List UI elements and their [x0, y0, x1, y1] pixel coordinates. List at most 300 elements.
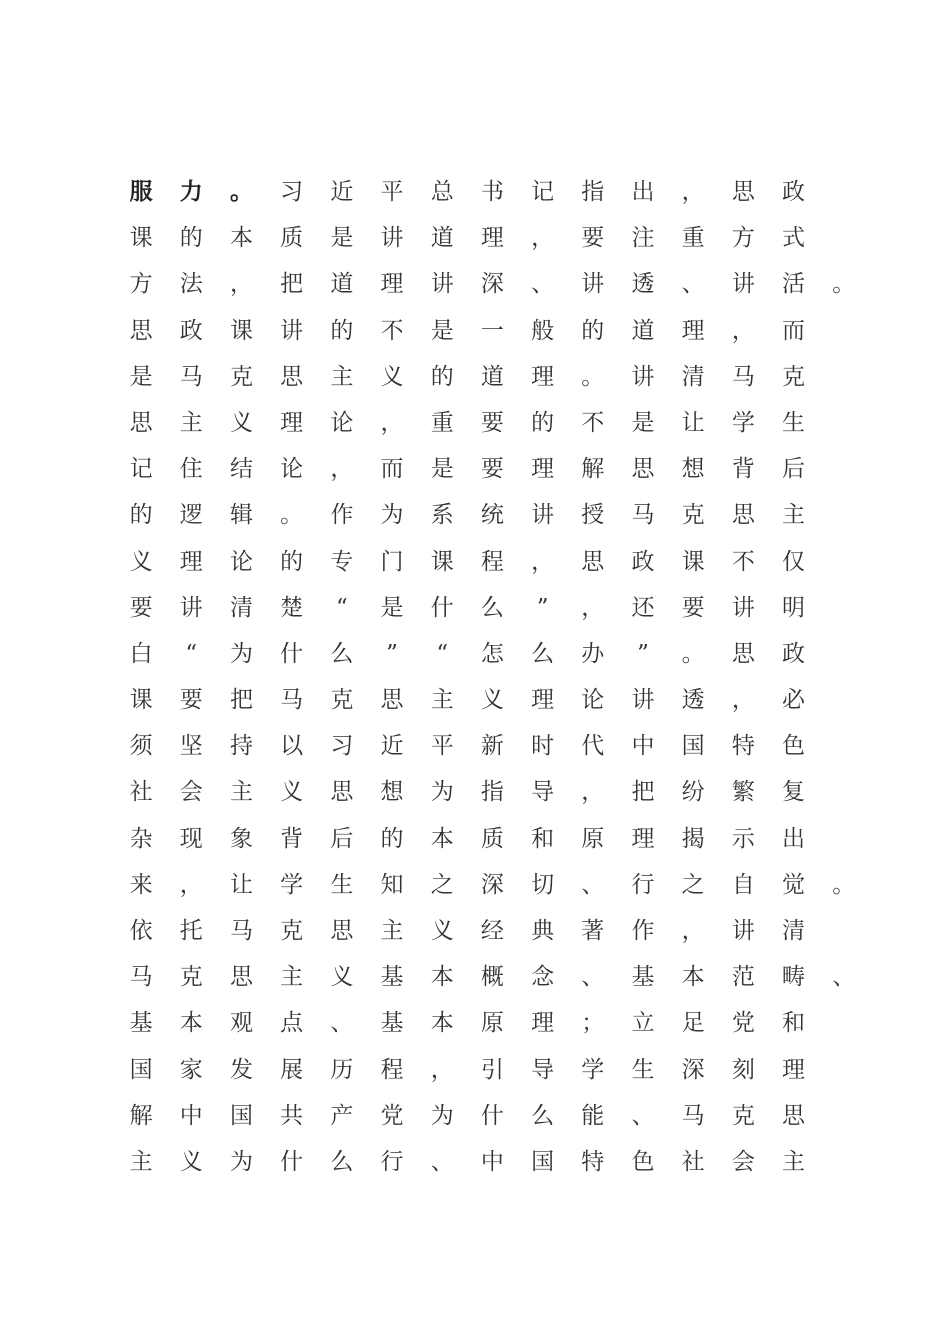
text-char: 思: [731, 502, 755, 529]
text-line: [116, 261, 856, 307]
text-char: 中: [179, 1102, 203, 1129]
text-char: 导: [531, 779, 555, 806]
text-char: 党: [380, 1102, 404, 1129]
text-char: 代: [581, 733, 605, 760]
text-char: 的: [129, 502, 153, 529]
text-char: 克: [731, 1102, 755, 1129]
text-char: 会: [731, 1148, 755, 1175]
text-char: 怎: [480, 640, 504, 667]
text-char: 、: [330, 1010, 354, 1037]
text-char: 基: [631, 964, 655, 991]
text-char: 国: [681, 733, 705, 760]
text-char: 法: [179, 271, 203, 298]
text-char: 什: [280, 1148, 304, 1175]
text-char: 、: [581, 871, 605, 898]
text-char: 思: [129, 317, 153, 344]
text-char: 之: [681, 871, 705, 898]
text-line: [116, 446, 856, 492]
text-char: 么: [531, 640, 555, 667]
text-char: 清: [229, 594, 253, 621]
text-char: 展: [280, 1056, 304, 1083]
text-char: 把: [280, 271, 304, 298]
text-char: 。: [681, 640, 705, 667]
text-char: 课: [430, 548, 454, 575]
text-char: 方: [731, 225, 755, 252]
text-char: 理: [782, 1056, 806, 1083]
text-line: [116, 215, 856, 261]
text-char: 中: [480, 1148, 504, 1175]
text-char: 门: [380, 548, 404, 575]
text-char: 思: [129, 409, 153, 436]
text-char: 引: [480, 1056, 504, 1083]
text-char: 政: [179, 317, 203, 344]
text-char: ，: [731, 317, 755, 344]
text-char: 活: [782, 271, 806, 298]
text-char: 让: [229, 871, 253, 898]
text-char: 生: [330, 871, 354, 898]
text-char: 时: [531, 733, 555, 760]
text-line: [116, 400, 856, 446]
text-char: “: [185, 640, 198, 667]
text-char: 是: [631, 409, 655, 436]
text-char: 解: [129, 1102, 153, 1129]
text-char: 本: [430, 1010, 454, 1037]
text-char: 义: [330, 964, 354, 991]
text-char: 、: [681, 271, 705, 298]
text-char: 克: [280, 918, 304, 944]
text-char: 著: [581, 918, 605, 944]
text-char: 解: [581, 456, 605, 483]
text-line: [116, 1093, 856, 1139]
text-char: 自: [731, 871, 755, 898]
text-line: [116, 908, 856, 954]
text-line: [116, 631, 856, 677]
text-char: 课: [681, 548, 705, 575]
text-char: ”: [386, 640, 398, 667]
text-char: 式: [782, 225, 806, 252]
text-char: 政: [782, 179, 806, 205]
text-char: 能: [581, 1102, 605, 1129]
text-char: 是: [129, 363, 153, 390]
text-char: 程: [380, 1056, 404, 1083]
text-char: 义: [280, 779, 304, 806]
text-char: 而: [782, 317, 806, 344]
text-char: 般: [531, 317, 555, 344]
text-char: 的: [380, 825, 404, 852]
text-char: 辑: [229, 502, 253, 529]
text-char: 理: [531, 1010, 555, 1037]
text-char: ，: [681, 179, 705, 205]
text-char: 想: [380, 779, 404, 806]
text-char: 托: [179, 918, 203, 944]
text-char: 基: [380, 964, 404, 991]
text-char: 、: [531, 271, 555, 298]
text-char: 白: [129, 640, 153, 667]
text-char: 本: [681, 964, 705, 991]
text-char: 一: [480, 317, 504, 344]
text-char: 作: [330, 502, 354, 529]
text-char: 理: [531, 456, 555, 483]
text-char: 主: [782, 502, 806, 529]
text-char: 服: [129, 178, 153, 205]
text-char: 还: [631, 594, 655, 621]
text-char: 马: [179, 363, 203, 390]
text-char: 克: [782, 363, 806, 390]
text-char: 义: [380, 363, 404, 390]
text-char: 习: [280, 179, 304, 205]
text-char: 作: [631, 918, 655, 944]
text-char: 理: [531, 363, 555, 390]
text-char: 行: [380, 1148, 404, 1175]
text-char: 理: [179, 548, 203, 575]
text-line: [116, 954, 856, 1000]
text-char: ，: [531, 548, 555, 575]
text-char: 么: [330, 640, 354, 667]
text-char: 把: [229, 687, 253, 714]
text-char: 基: [380, 1010, 404, 1037]
text-char: 讲: [731, 594, 755, 621]
text-char: 本: [430, 964, 454, 991]
text-char: 须: [129, 733, 153, 760]
text-line: [116, 585, 856, 631]
text-char: 而: [380, 456, 404, 483]
text-char: 逻: [179, 502, 203, 529]
text-char: 共: [280, 1102, 304, 1129]
text-char: 质: [280, 225, 304, 252]
text-char: 本: [229, 225, 253, 252]
text-char: 明: [782, 594, 806, 621]
text-char: 典: [531, 918, 555, 944]
text-char: 主: [380, 918, 404, 944]
text-char: 要: [129, 594, 153, 621]
text-char: 清: [782, 918, 806, 944]
text-char: 论: [229, 548, 253, 575]
text-char: ，: [531, 225, 555, 252]
text-char: 理: [531, 687, 555, 714]
text-char: 马: [229, 918, 253, 944]
text-char: 导: [531, 1056, 555, 1083]
text-char: 讲: [731, 918, 755, 944]
text-char: 原: [581, 825, 605, 852]
text-char: 社: [681, 1148, 705, 1175]
text-char: 繁: [731, 779, 755, 806]
text-char: 住: [179, 456, 203, 483]
text-char: 道: [330, 271, 354, 298]
text-line: [116, 354, 856, 400]
text-char: 为: [430, 1102, 454, 1129]
text-char: 的: [280, 548, 304, 575]
text-char: 是: [430, 456, 454, 483]
text-line: [116, 1139, 856, 1185]
text-char: 克: [681, 502, 705, 529]
text-char: 力: [179, 178, 203, 205]
text-char: 讲: [430, 271, 454, 298]
text-line: [116, 308, 856, 354]
text-char: 切: [531, 871, 555, 898]
text-char: 质: [480, 825, 504, 852]
text-char: 思: [229, 964, 253, 991]
text-char: 行: [631, 871, 655, 898]
text-char: 主: [280, 964, 304, 991]
text-char: 方: [129, 271, 153, 298]
text-char: ”: [536, 594, 549, 621]
text-char: 思: [280, 363, 304, 390]
text-char: 办: [581, 640, 605, 667]
text-char: 理: [681, 317, 705, 344]
text-char: 深: [480, 271, 504, 298]
text-char: 马: [280, 687, 304, 714]
text-char: 克: [229, 363, 253, 390]
text-char: 仅: [782, 548, 806, 575]
text-char: 么: [531, 1102, 555, 1129]
text-char: 克: [330, 687, 354, 714]
text-char: 象: [229, 825, 253, 852]
text-line: [116, 1000, 856, 1046]
text-char: 要: [480, 456, 504, 483]
text-char: 让: [681, 409, 705, 436]
text-char: 思: [330, 779, 354, 806]
text-char: ，: [380, 409, 404, 436]
text-char: “: [436, 640, 449, 667]
text-char: 经: [480, 918, 504, 944]
text-char: 生: [631, 1056, 655, 1083]
text-char: 刻: [731, 1056, 755, 1083]
text-char: ，: [330, 456, 354, 483]
text-line: [116, 492, 856, 538]
text-char: 范: [731, 964, 755, 991]
text-char: 想: [681, 456, 705, 483]
text-char: 是: [380, 594, 404, 621]
text-char: 揭: [681, 825, 705, 852]
text-char: 思: [731, 179, 755, 205]
text-char: 论: [330, 409, 354, 436]
text-line: [116, 816, 856, 862]
text-char: 会: [179, 779, 203, 806]
text-char: 新: [480, 733, 504, 760]
text-char: 书: [480, 179, 504, 205]
text-char: 生: [782, 409, 806, 436]
text-char: 思: [731, 640, 755, 667]
text-char: 以: [280, 733, 304, 760]
text-char: 之: [430, 871, 454, 898]
text-char: 平: [430, 733, 454, 760]
text-char: 家: [179, 1056, 203, 1083]
text-char: 理: [480, 225, 504, 252]
text-char: 不: [380, 317, 404, 344]
text-char: 党: [731, 1010, 755, 1037]
text-char: 习: [330, 733, 354, 760]
text-char: 要: [480, 409, 504, 436]
text-char: 思: [380, 687, 404, 714]
text-char: 马: [681, 1102, 705, 1129]
text-char: 觉: [782, 871, 806, 898]
text-char: 重: [430, 409, 454, 436]
text-char: 学: [731, 409, 755, 436]
text-char: 纷: [681, 779, 705, 806]
text-char: ，: [681, 918, 705, 944]
text-char: 义: [229, 409, 253, 436]
text-char: 课: [129, 687, 153, 714]
text-char: 道: [480, 363, 504, 390]
text-char: 学: [280, 871, 304, 898]
text-char: 平: [380, 179, 404, 205]
text-char: 指: [480, 779, 504, 806]
text-char: 清: [681, 363, 705, 390]
text-char: 基: [129, 1010, 153, 1037]
text-char: 学: [581, 1056, 605, 1083]
text-char: 示: [731, 825, 755, 852]
text-char: 国: [129, 1056, 153, 1083]
text-char: 理: [380, 271, 404, 298]
text-char: 色: [631, 1148, 655, 1175]
text-char: 主: [129, 1148, 153, 1175]
text-char: 道: [631, 317, 655, 344]
text-char: 马: [631, 502, 655, 529]
text-char: ”: [637, 640, 649, 667]
text-char: 不: [731, 548, 755, 575]
text-char: 。: [280, 502, 304, 529]
text-char: 念: [531, 964, 555, 991]
text-char: 背: [280, 825, 304, 852]
text-char: 楚: [280, 594, 304, 621]
text-char: 要: [179, 687, 203, 714]
text-char: 马: [731, 363, 755, 390]
text-char: 特: [731, 733, 755, 760]
text-char: 记: [129, 456, 153, 483]
text-char: 记: [531, 179, 555, 205]
text-char: 背: [731, 456, 755, 483]
text-char: 思: [782, 1102, 806, 1129]
text-char: 现: [179, 825, 203, 852]
text-char: 为: [229, 640, 253, 667]
text-char: 要: [681, 594, 705, 621]
text-line: [116, 769, 856, 815]
text-char: ，: [581, 779, 605, 806]
text-char: 、: [581, 964, 605, 991]
text-char: 把: [631, 779, 655, 806]
text-char: 讲: [631, 363, 655, 390]
text-char: 政: [782, 640, 806, 667]
text-char: 。: [832, 271, 856, 298]
text-char: 义: [480, 687, 504, 714]
text-char: 的: [330, 317, 354, 344]
text-char: 讲: [531, 502, 555, 529]
text-char: 主: [430, 687, 454, 714]
text-char: “: [335, 594, 348, 621]
text-char: 透: [681, 687, 705, 714]
text-char: 立: [631, 1010, 655, 1037]
text-char: 知: [380, 871, 404, 898]
text-char: 主: [179, 409, 203, 436]
text-char: ，: [179, 871, 203, 898]
text-char: 产: [330, 1102, 354, 1129]
text-char: 讲: [631, 687, 655, 714]
text-char: 程: [480, 548, 504, 575]
text-char: 义: [179, 1148, 203, 1175]
text-char: 坚: [179, 733, 203, 760]
text-char: 和: [531, 825, 555, 852]
text-char: 近: [380, 733, 404, 760]
text-char: 讲: [581, 271, 605, 298]
text-char: 本: [179, 1010, 203, 1037]
text-line: [116, 539, 856, 585]
text-char: 深: [681, 1056, 705, 1083]
text-char: 必: [782, 687, 806, 714]
text-char: 杂: [129, 825, 153, 852]
text-char: 持: [229, 733, 253, 760]
text-char: ，: [430, 1056, 454, 1083]
text-char: 本: [430, 825, 454, 852]
text-char: 指: [581, 179, 605, 205]
text-char: 历: [330, 1056, 354, 1083]
text-char: 思: [330, 918, 354, 944]
text-char: 注: [631, 225, 655, 252]
text-char: 义: [430, 918, 454, 944]
text-char: 的: [531, 409, 555, 436]
text-char: 透: [631, 271, 655, 298]
text-char: 论: [280, 456, 304, 483]
text-char: 中: [631, 733, 655, 760]
text-char: 授: [581, 502, 605, 529]
text-line: [116, 169, 856, 215]
text-char: 。: [832, 871, 856, 898]
text-char: 要: [581, 225, 605, 252]
text-char: 、: [430, 1148, 454, 1175]
text-char: 深: [480, 871, 504, 898]
text-char: 是: [330, 225, 354, 252]
text-char: 总: [430, 179, 454, 205]
text-char: 复: [782, 779, 806, 806]
text-char: 的: [581, 317, 605, 344]
text-char: 发: [229, 1056, 253, 1083]
text-char: 马: [129, 964, 153, 991]
text-char: 、: [631, 1102, 655, 1129]
text-char: 思: [631, 456, 655, 483]
text-char: 什: [280, 640, 304, 667]
text-char: 概: [480, 964, 504, 991]
text-line: [116, 1047, 856, 1093]
text-char: 、: [832, 964, 856, 991]
text-char: 。: [229, 178, 253, 205]
text-char: 出: [631, 179, 655, 205]
text-line: [116, 862, 856, 908]
text-char: 依: [129, 918, 153, 944]
text-char: 的: [179, 225, 203, 252]
text-char: 国: [229, 1102, 253, 1129]
text-char: 畴: [782, 964, 806, 991]
text-char: 义: [129, 548, 153, 575]
text-char: 讲: [731, 271, 755, 298]
text-char: 主: [782, 1148, 806, 1175]
text-char: 后: [782, 456, 806, 483]
text-char: ，: [731, 687, 755, 714]
text-char: 特: [581, 1148, 605, 1175]
text-char: 系: [430, 502, 454, 529]
text-char: 来: [129, 871, 153, 898]
text-char: 足: [681, 1010, 705, 1037]
text-char: 观: [229, 1010, 253, 1037]
text-char: 为: [430, 779, 454, 806]
text-char: 国: [531, 1148, 555, 1175]
text-char: 和: [782, 1010, 806, 1037]
text-line: [116, 723, 856, 769]
text-char: 什: [480, 1102, 504, 1129]
text-char: 后: [330, 825, 354, 852]
text-char: ，: [581, 594, 605, 621]
text-char: 道: [430, 225, 454, 252]
text-char: ，: [229, 271, 253, 298]
text-char: 。: [581, 363, 605, 390]
